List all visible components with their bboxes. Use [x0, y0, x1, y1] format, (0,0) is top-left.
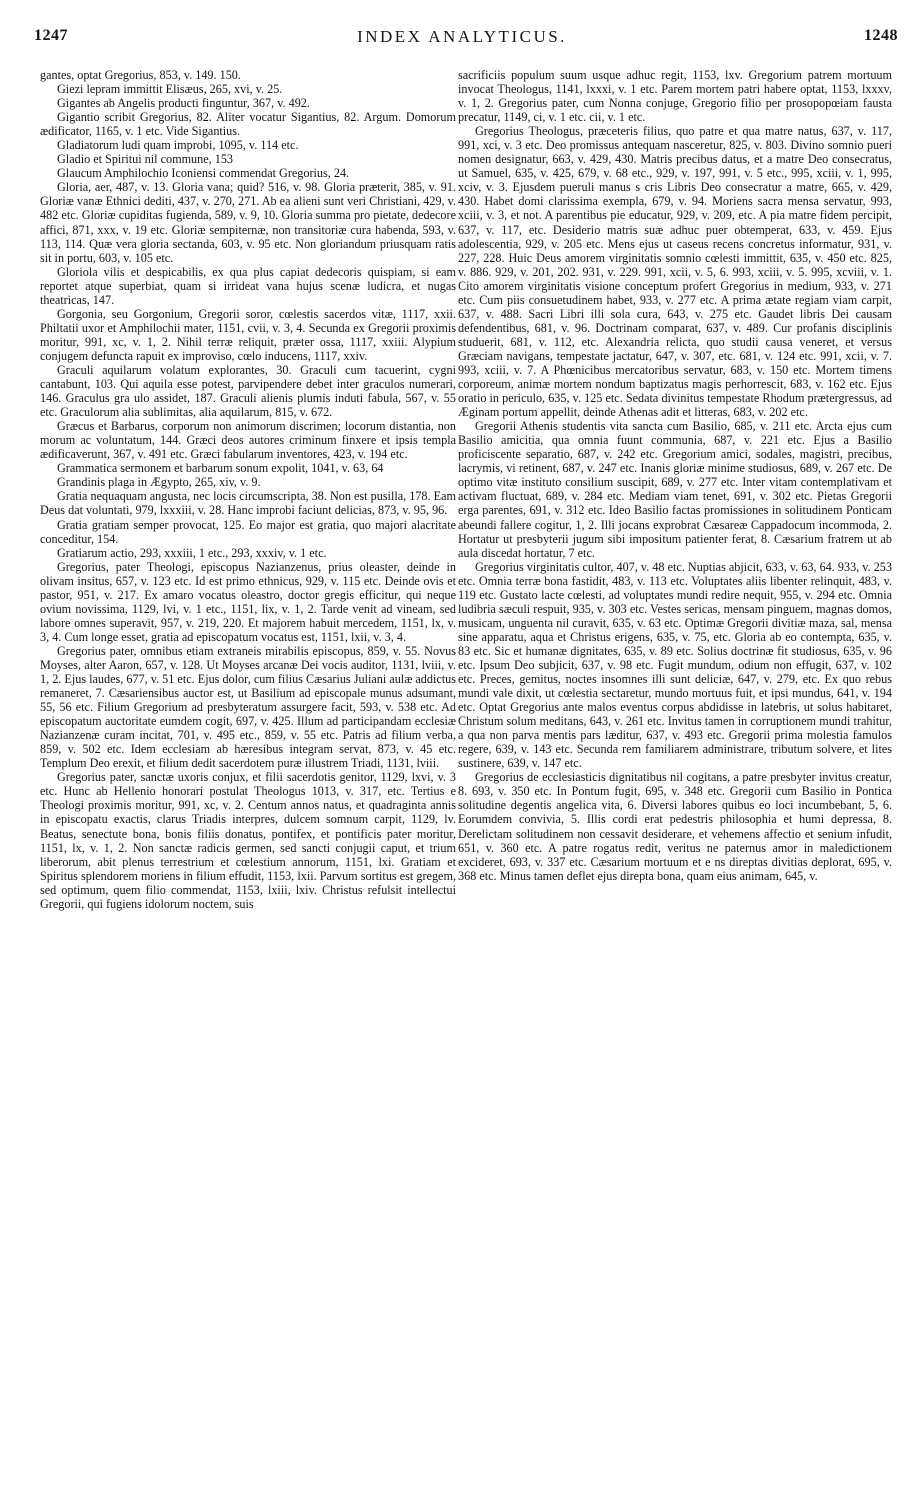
index-entry: Gregorius virginitatis cultor, 407, v. 48 etc. Nuptias abjicit, 633, v. 63, 64. 933, v. 253 etc. Omnia terræ bona fastidit, 483, v. 113 etc. Voluptates aliis libenter relinquit, 483, v. 119 etc. Gustato lacte cœlesti, ad voluptates mundi redire nequit, 955, v. 294 etc. Omnia ludibria sæculi respuit, 935, v. 303 etc. Vestes sericas, mensam pinguem, magnas domos, musicam, unguenta nil curavit, 635, v. 63 etc. Optimæ Gregorii divitiæ maza, sal, mensa sine apparatu, aqua et Christus erigens, 635, v. 75, etc. Gloria ab eo contempta, 635, v. 83 etc. Sic et humanæ dignitates, 635, v. 89 etc. Solius doctrinæ fit studiosus, 635, v. 96 etc. Ipsum Deo subjicit, 637, v. 98 etc. Fugit mundum, odium non effugit, 637, v. 102 etc. Preces, gemitus, noctes insomnes illi sunt deliciæ, 647, v. 279, etc. Ex quo rebus mundi vale dixit, ut cœlestia sectaretur, mundo mortuus fuit, et ipsi mundus, 641, v. 194 etc. Optat Gregorius ante malos eventus corpus abdidisse in latebris, ut solus habitaret, Christum solum meditans, 643, v. 261 etc. Invitus tamen in corruptionem mundi trahitur, a qua non parva mentis pars læditur, 637, v. 493 etc. Gregorii prima molestia famulos regere, 639, v. 143 etc. Secunda rem familiarem administrare, tributum solvere, et lites sustinere, 639, v. 147 etc.: [458, 559, 892, 771]
index-entry: Grandinis plaga in Ægypto, 265, xiv, v. 9.: [57, 475, 261, 490]
index-entry: Gregorius pater, sanctæ uxoris conjux, et filii sacerdotis genitor, 1129, lxvi, v. 3 etc. Hunc ab Hellenio honorari postulat Theologus 1013, v. 317, etc. Tertius e Theologi proximis moritur, 991, xc, v. 2. Centum annos natus, et quadraginta annis in episcopatu exactis, clarus Triadis interpres, dulcem somnum carpit, 1129, lv. Beatus, senectute bona, bonis filiis donatus, pontifex, et pontificis pater moritur, 1151, lx, v. 1, 2. Non sanctæ radicis germen, sed sancti conjugii caput, et trium liberorum, abit plenus terrestrium et cœlestium annorum, 1151, lxi. Gratiam et Spiritus splendorem moriens in filium effudit, 1153, lxii. Parvum sortitus est gregem, sed optimum, quem filio commendat, 1153, lxiii, lxiv. Christus refulsit intellectui Gregorii, qui fugiens idolorum noctem, suis: [40, 770, 456, 911]
index-entry: Gregorius Theologus, præceteris filius, quo patre et qua matre natus, 637, v. 117, 991, xci, v. 3 etc. Deo promissus antequam nasceretur, 825, v. 803. Divino somnio pueri nomen designatur, 663, v. 429, 430. Matris precibus datus, et a matre Deo consecratus, ut Samuel, 635, v. 425, 679, v. 68 etc., 929, v. 197, 991, v. 5 etc., 995, xciii, v. 1, 995, xciv, v. 3. Ejusdem pueruli manus s cris Libris Deo consecratur a matre, 665, v. 429, 430. Habet domi clarissima exempla, 679, v. 94. Moriens sacra mensa servatur, 993, xciii, v. 3, et not. A parentibus pie educatur, 929, v. 209, etc. A pia matre fidem percipit, 637, v. 117, etc. Desiderio matris suæ adhuc puer obtemperat, 633, v. 459. Ejus adolescentia, 929, v. 205 etc. Mens ejus ut caseus recens concretus informatur, 931, v. 227, 228. Huic Deus amorem virginitatis somnio cœlesti immittit, 635, v. 450 etc. 825, v. 886. 929, v. 201, 202. 931, v. 229. 991, xcii, v. 5, 6. 993, xciii, v. 5. 995, xcviii, v. 1. Cito amorem virginitatis visione conceptum profert Gregorius in medium, 933, v. 271 etc. Cum piis consuetudinem habet, 933, v. 277 etc. A prima ætate regiam viam carpit, 637, v. 488. Sacri Libri illi sola cura, 643, v. 275 etc. Gaudet libris Dei causam defendentibus, 681, v. 96. Doctrinam comparat, 637, v. 489. Cur profanis disciplinis studuerit, 681, v. 112, etc. Alexandria relicta, quo studii causa veneret, et versus Græciam navigans, tempestate jactatur, 647, v. 307, etc. 681, v. 124 etc. 991, xcii, v. 7. 993, xciii, v. 7. A Phœnicibus mercatoribus servatur, 683, v. 150 etc. Mortem timens corporeum, animæ mortem nondum baptizatus magis perhorrescit, 683, v. 162 etc. Ejus oratio in periculo, 635, v. 125 etc. Sedata divinitus tempestate Rhodum prætergressus, ad Æginam portum appellit, deinde Athenas adit et litteras, 683, v. 202 etc.: [458, 124, 892, 420]
index-entry: Gloriola vilis et despicabilis, ex qua plus capiat dedecoris quispiam, si eam reportet atque superbiat, quam si irrideat vana hujus scenæ ludicra, et nugas theatricas, 147.: [40, 264, 456, 307]
index-entry: Gorgonia, seu Gorgonium, Gregorii soror, cœlestis sacerdos vitæ, 1117, xxii. Philtatii uxor et Amphilochii mater, 1151, cvii, v. 3, 4. Secunda ex Gregorii proximis moritur, 991, xc, v. 1, 2. Nihil terræ reliquit, præter ossa, 1117, xxiii. Alypium conjugem defuncta rapuit ex improviso, cœlo inducens, 1117, xxiv.: [40, 306, 456, 363]
page-header: [0, 0, 924, 46]
index-entry: Grammatica sermonem et barbarum sonum expolit, 1041, v. 63, 64: [57, 461, 384, 476]
index-entry: Gregorius, pater Theologi, episcopus Nazianzenus, prius oleaster, deinde in olivam insitus, 657, v. 123 etc. Id est primo ethnicus, 929, v. 115 etc. Deinde ovis et pastor, 951, v. 217. Ex amaro vocatus oleastro, doctor gregis efficitur, qui neque ovium novissima, 1129, lvi, v. 1 etc., 1151, lix, v. 1, 2. Tarde venit ad vineam, sed labore omnes superavit, 957, v. 219, 220. Et majorem habuit mercedem, 1151, lx, v. 3, 4. Cum longe esset, gratia ad episcopatum vocatus est, 1151, lxii, v. 3, 4.: [40, 559, 456, 644]
index-entry: Glaucum Amphilochio Iconiensi commendat Gregorius, 24.: [57, 166, 350, 181]
index-entry: Gratia nequaquam angusta, nec locis circumscripta, 38. Non est pusilla, 178. Eam Deus dat voluntati, 979, lxxxiii, v. 28. Hanc improbi faciunt delicias, 873, v. 95, 96.: [40, 489, 456, 518]
index-entry: Gregorii Athenis studentis vita sancta cum Basilio, 685, v. 211 etc. Arcta ejus cum Basilio amicitia, qua omnia fuunt communia, 687, v. 221 etc. Ejus a Basilio proficiscente separatio, 687, v. 242 etc. Gregorium amici, sodales, magistri, precibus, lacrymis, vi retinent, 687, v. 247 etc. Inanis gloriæ minime studiosus, 689, v. 267 etc. De optimo vitæ instituto consilium suscipit, 689, v. 277 etc. Inter vitam contemplativam et activam fluctuat, 689, v. 284 etc. Mediam viam tenet, 691, v. 302 etc. Pietas Gregorii erga parentes, 691, v. 312 etc. Ideo Basilio factas promissiones in solitudinem Ponticam abeundi fallere cogitur, 1, 2. Illi jocans exprobrat Cæsareæ Cappadocum incommoda, 2. Hortatur ut presbyterii jugum sibi impositum patienter ferat, 8. Cæsarium fratrem ut ab aula discedat hortatur, 7 etc.: [458, 419, 892, 560]
index-entry: gantes, optat Gregorius, 853, v. 149. 150.: [40, 68, 241, 82]
right-column: [458, 68, 892, 1488]
index-entry: Gigantes ab Angelis producti finguntur, 367, v. 492.: [57, 96, 310, 111]
index-entry: Græcus et Barbarus, corporum non animorum discrimen; locorum distantia, non morum ac voluntatum, 144. Græci deos autores criminum finxere et ipsis templa ædificaverunt, 367, v. 491 etc. Græci fabularum inventores, 423, v. 194 etc.: [40, 419, 456, 462]
index-entry: Graculi aquilarum volatum explorantes, 30. Graculi cum tacuerint, cygni cantabunt, 103. Qui aquila esse potest, parvipendere debet inter graculos numerari, 146. Graculus gra ulo assidet, 187. Graculi alienis plumis induti fabula, 567, v. 55 etc. Graculorum alia sublimitas, alia aquilarum, 815, v. 672.: [40, 362, 456, 420]
right-page-number: 1248: [864, 27, 898, 44]
index-entry: Gigantio scribit Gregorius, 82. Aliter vocatur Sigantius, 82. Argum. Domorum ædificator, 1165, v. 1 etc. Vide Sigantius.: [40, 110, 456, 139]
index-entry: sacrificiis populum suum usque adhuc regit, 1153, lxv. Gregorium patrem mortuum invocat Theologus, 1141, lxxxi, v. 1 etc. Parem mortem patri habere optat, 1153, lxxxv, v. 1, 2. Gregorius pater, cum Nonna conjuge, Gregorio filio per prosopopœiam fausta precatur, 1149, ci, v. 1 etc. cii, v. 1 etc.: [458, 68, 892, 125]
index-entry: Gregorius pater, omnibus etiam extraneis mirabilis episcopus, 859, v. 55. Novus Moyses, alter Aaron, 657, v. 128. Ut Moyses arcanæ Dei vocis auditor, 1131, lviii, v. 1, 2. Ejus laudes, 677, v. 51 etc. Ejus dolor, cum filius Cæsarius Juliani aulæ addictus remaneret, 7. Cæsariensibus auctor est, ut Basilium ad episcopale munus adsumant, 55, 56 etc. Filium Gregorium ad presbyteratum assurgere facit, 593, v. 538 etc. Ad episcopatum auctoritate eumdem cogit, 697, v. 425. Illum ad participandam ecclesiæ Nazianzenæ curam incitat, 701, v. 495 etc., 859, v. 55 etc. Patris ad filium verba, 859, v. 502 etc. Idem ecclesiam ab hæresibus integram servat, 873, v. 45 etc. Templum Deo erexit, et filium dedit sacerdotem puræ illustrem Triadi, 1131, lviii.: [40, 643, 456, 771]
column-divider: [456, 70, 457, 1485]
left-page-number: 1247: [34, 27, 68, 44]
left-column: [40, 68, 456, 1488]
index-entry: Gladiatorum ludi quam improbi, 1095, v. 114 etc.: [57, 138, 299, 153]
index-entry: Gratiarum actio, 293, xxxiii, 1 etc., 293, xxxiv, v. 1 etc.: [57, 545, 327, 560]
index-entry: Giezi lepram immittit Elisæus, 265, xvi, v. 25.: [57, 82, 283, 97]
index-entry: Gratia gratiam semper provocat, 125. Eo major est gratia, quo majori alacritate conceditur, 154.: [40, 517, 456, 546]
index-entry: Gregorius de ecclesiasticis dignitatibus nil cogitans, a patre presbyter invitus creatur, 8. 693, v. 350 etc. In Pontum fugit, 695, v. 348 etc. Gregorii cum Basilio in Pontica solitudine degentis angelica vita, 6. Diversi labores quibus eo loci incumbebant, 5, 6. Eorumdem convivia, 5. Illis cordi erat pedestris philosophia et humi depressa, 8. Derelictam solitudinem non cessavit desiderare, et vehemens affectio et senium infudit, 651, v. 360 etc. A patre rogatus redit, veritus ne paternus amor in maledictionem excideret, 693, v. 337 etc. Cæsarium mortuum et e ns direptas divitias deplorat, 695, v. 368 etc. Minus tamen deflet ejus direpta bona, quam eius animam, 645, v.: [458, 770, 892, 883]
index-entry: Gloria, aer, 487, v. 13. Gloria vana; quid? 516, v. 98. Gloria præterit, 385, v. 91. Gloriæ vanæ Ethnici dediti, 437, v. 270, 271. Ab ea alieni sunt veri Christiani, 429, v. 482 etc. Gloriæ cupiditas fugienda, 589, v. 9, 10. Gloria summa pro pietate, dedecore affici, 871, xxx, v. 19 etc. Gloriæ sempiternæ, non transitoriæ cura habenda, 593, v. 113, 114. Quæ vera gloria sectanda, 603, v. 95 etc. Non gloriandum priusquam ratis sit in portu, 603, v. 105 etc.: [40, 180, 456, 265]
running-title: INDEX ANALYTICUS.: [357, 27, 567, 46]
index-entry: Gladio et Spiritui nil commune, 153: [57, 152, 234, 167]
